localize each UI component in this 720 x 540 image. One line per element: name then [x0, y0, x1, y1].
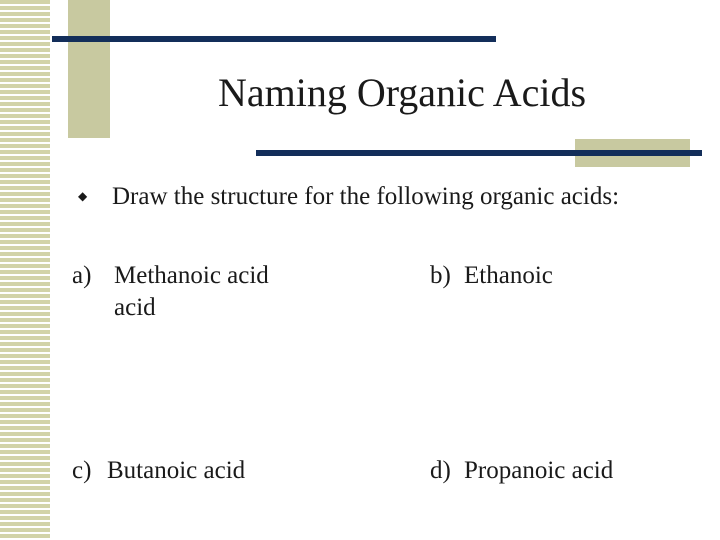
item-text: Butanoic acid — [107, 457, 246, 484]
item-continuation: acid — [114, 294, 156, 321]
list-item-d — [430, 455, 613, 487]
title-rule-bottom — [256, 150, 702, 156]
decorative-stripe — [0, 0, 50, 540]
item-marker: c) — [72, 457, 92, 484]
list-item-c — [72, 455, 245, 487]
list-item-b — [430, 260, 553, 292]
title-rule-top — [52, 36, 496, 42]
list-item-a — [72, 260, 269, 324]
item-marker: b) — [430, 262, 451, 289]
item-marker: a) — [72, 262, 92, 289]
diamond-bullet-icon: ◆ — [78, 189, 88, 203]
instruction-bullet — [78, 180, 698, 213]
item-text: Ethanoic — [464, 262, 553, 289]
item-marker: d) — [430, 457, 451, 484]
slide-title: Naming Organic Acids — [217, 70, 587, 115]
item-text: Propanoic acid — [464, 457, 614, 484]
instruction-text: Draw the structure for the following organic acids: — [112, 183, 620, 210]
item-text: Methanoic acid — [114, 262, 269, 289]
decorative-block-top-left — [68, 0, 110, 138]
